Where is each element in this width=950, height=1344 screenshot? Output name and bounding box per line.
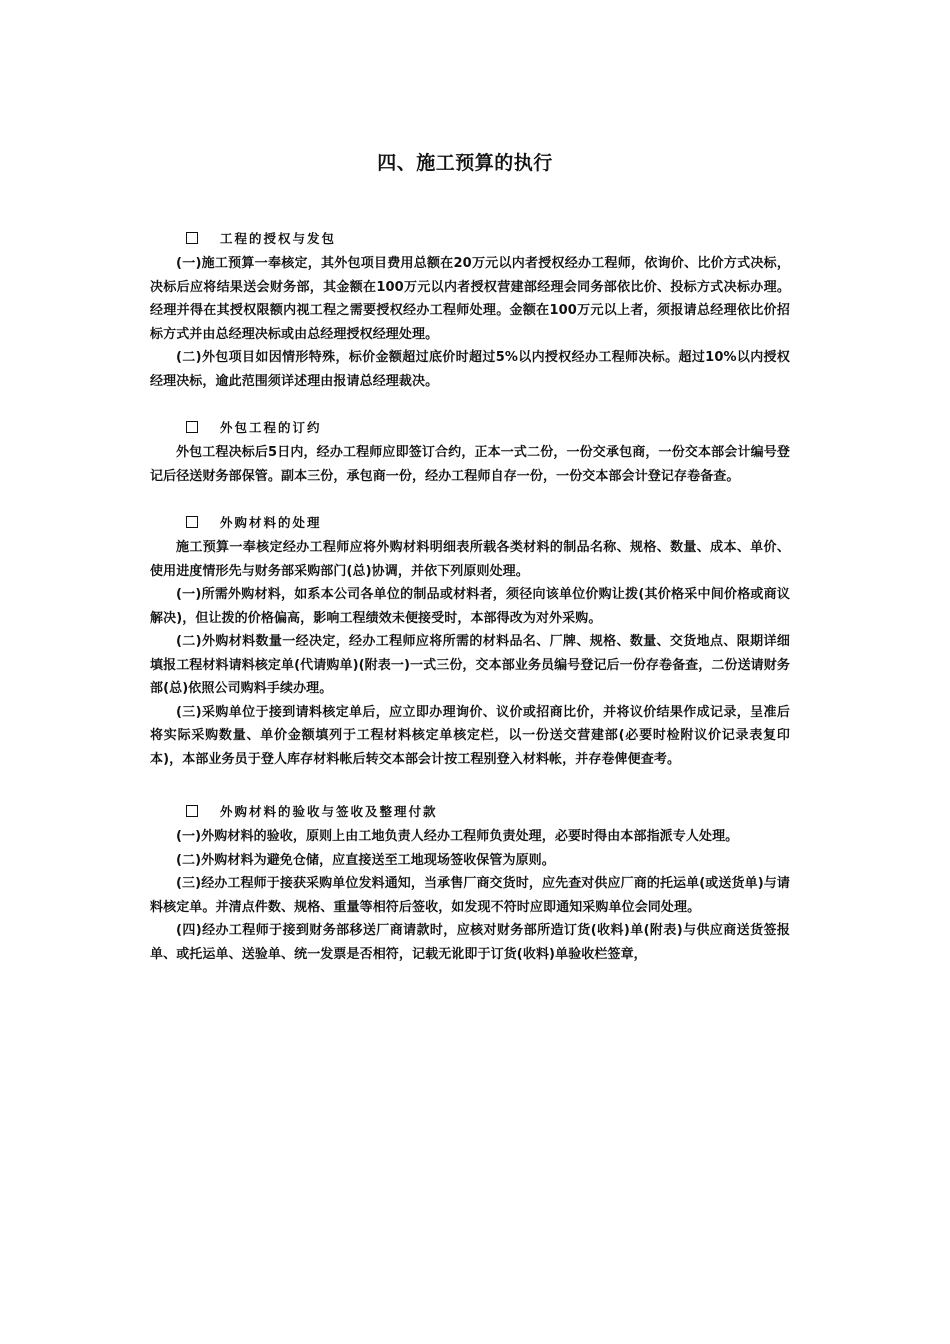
section-heading-text: 外购材料的验收与签收及整理付款 (220, 804, 438, 819)
section-heading-text: 外购材料的处理 (220, 515, 322, 530)
paragraph: (三)经办工程师于接获采购单位发料通知，当承售厂商交货时，应先查对供应厂商的托运单(或送货单)与请料核定单。并清点件数、规格、重量等相符后签收，如发现不符时应即通知采购单位会同处理。 (150, 876, 790, 915)
checkbox-icon (186, 421, 198, 433)
section-heading-text: 外包工程的订约 (220, 420, 322, 435)
paragraph: (四)经办工程师于接到财务部移送厂商请款时，应核对财务部所造订货(收料)单(附表)与供应商送货签报单、或托运单、送验单、统一发票是否相符，记载无讹即于订货(收料)单验收栏签章， (150, 923, 790, 962)
paragraph: 施工预算一奉核定经办工程师应将外购材料明细表所载各类材料的制品名称、规格、数量、成本、单价、使用进度情形先与财务部采购部门(总)协调，并依下列原则处理。 (150, 540, 790, 579)
page-title: 四、施工预算的执行 (377, 152, 553, 174)
section-heading (186, 226, 790, 250)
checkbox-icon (186, 516, 198, 528)
section-heading (186, 510, 790, 534)
paragraph: (二)外包项目如因情形特殊，标价金额超过底价时超过5%以内授权经办工程师决标。超过10%以内授权经理决标，逾此范围须详述理由报请总经理裁决。 (150, 350, 790, 389)
section-contract-signing (150, 415, 790, 488)
paragraph: (二)外购材料为避免仓储，应直接送至工地现场签收保管为原则。 (176, 852, 555, 868)
checkbox-icon (186, 805, 198, 817)
section-project-authorization (150, 226, 790, 393)
section-material-acceptance (150, 799, 790, 966)
section-heading-text: 工程的授权与发包 (220, 231, 337, 246)
paragraph: (三)采购单位于接到请料核定单后，应立即办理询价、议价或招商比价，并将议价结果作成记录，呈准后将实际采购数量、单价金额填列于工程材料核定单核定栏，以一份送交营建部(必要时检附议价记录表复印本)，本部业务员于登人库存材料帐后转交本部会计按工程别登入材料帐，并存卷俾便查考。 (150, 704, 790, 767)
section-material-handling (150, 510, 790, 771)
section-heading (186, 799, 790, 823)
paragraph: (一)施工预算一奉核定，其外包项目费用总额在20万元以内者授权经办工程师，依询价、比价方式决标，决标后应将结果送会财务部，其金额在100万元以内者授权营建部经理会同务部依比价、投标方式决标办理。经理并得在其授权限额内视工程之需要授权经办工程师处理。金额在100万元以上者，须报请总经理依比价招标方式并由总经理决标或由总经理授权经理处理。 (150, 256, 790, 342)
paragraph: 外包工程决标后5日内，经办工程师应即签订合约，正本一式二份，一份交承包商，一份交本部会计编号登记后径送财务部保管。副本三份，承包商一份，经办工程师自存一份，一份交本部会计登记存卷备查。 (150, 445, 790, 484)
paragraph: (一)外购材料的验收，原则上由工地负责人经办工程师负责处理，必要时得由本部指派专人处理。 (176, 829, 739, 844)
checkbox-icon (186, 232, 198, 244)
section-heading (186, 415, 790, 439)
document-body (150, 226, 790, 988)
paragraph: (二)外购材料数量一经决定，经办工程师应将所需的材料品名、厂牌、规格、数量、交货地点、限期详细填报工程材料请料核定单(代请购单)(附表一)一式三份，交本部业务员编号登记后一份存卷备查，二份送请财务部(总)依照公司购料手续办理。 (150, 634, 790, 696)
paragraph: (一)所需外购材料，如系本公司各单位的制品或材料者，须径向该单位价购让拨(其价格采中间价格或商议解决)，但让拨的价格偏高，影响工程绩效未便接受时，本部得改为对外采购。 (150, 587, 790, 626)
